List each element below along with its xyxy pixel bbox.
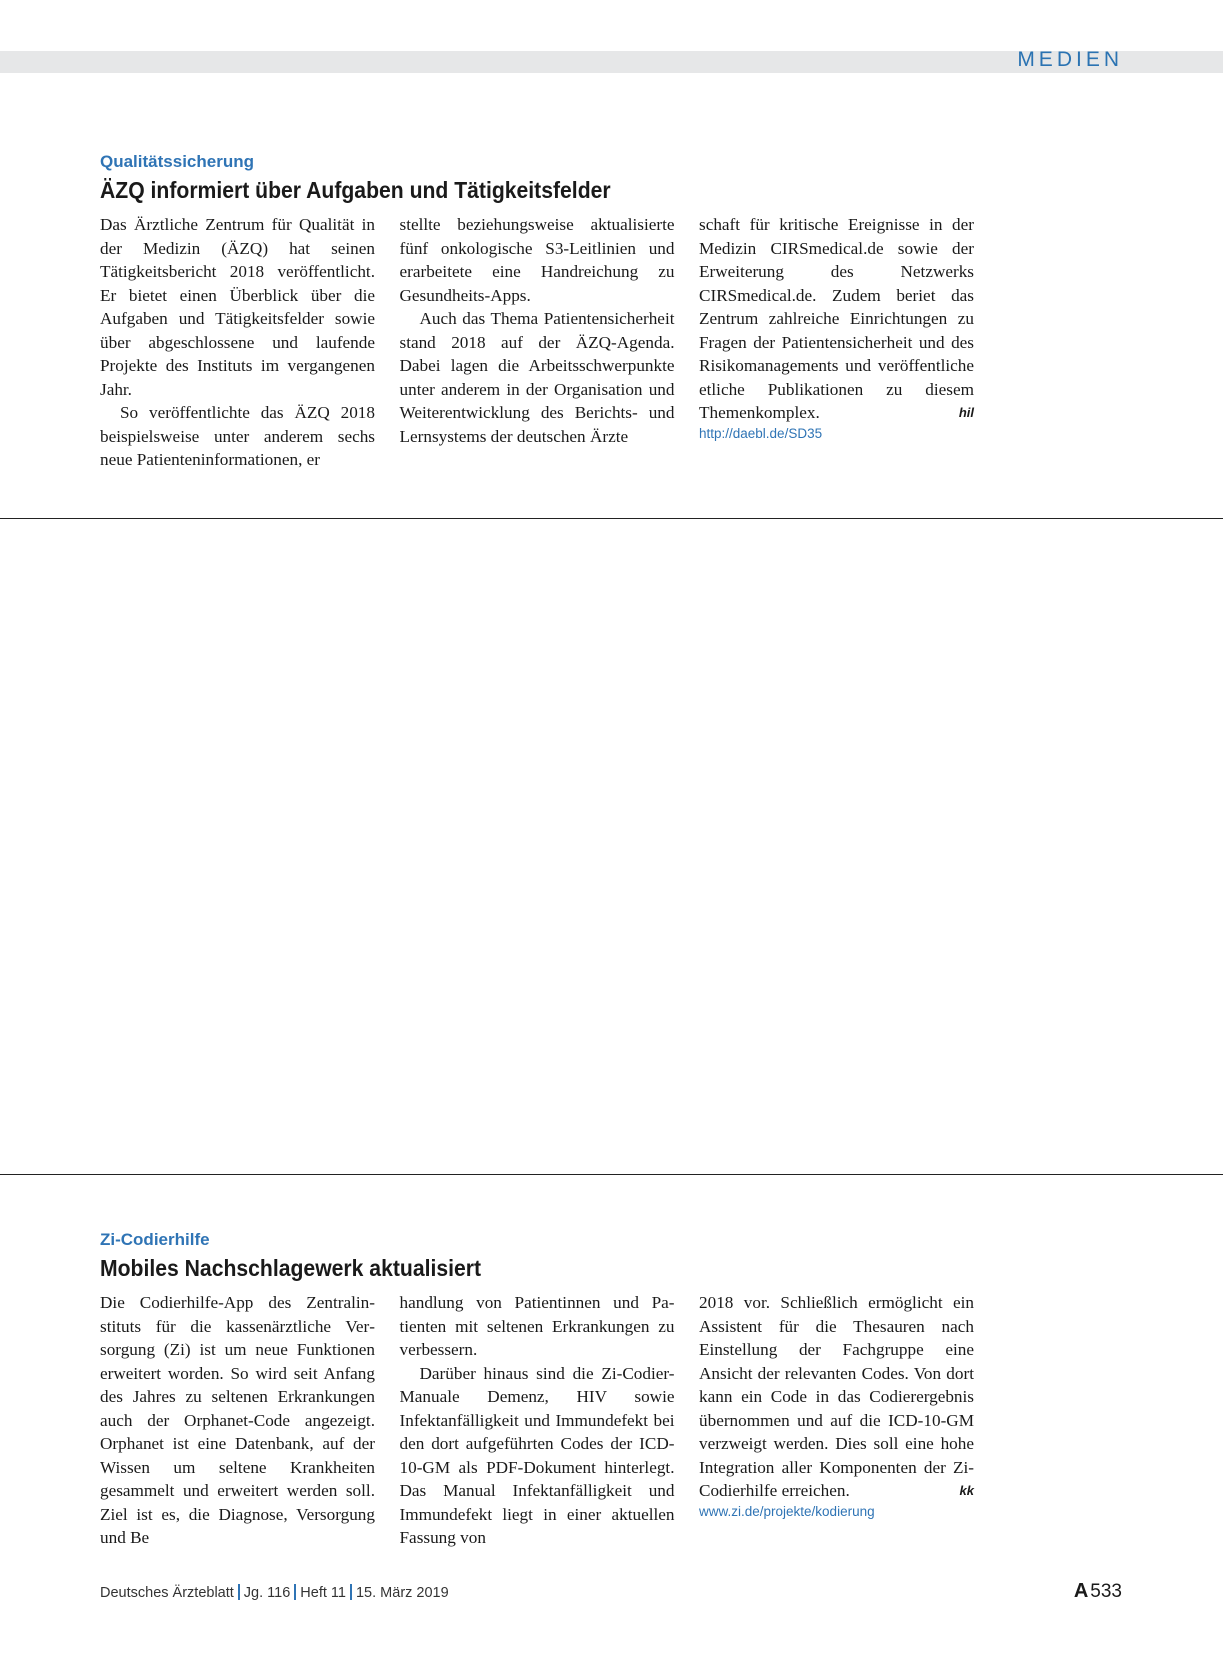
column-3: [699, 1291, 974, 1550]
paragraph: stellte beziehungsweise aktualisierte fünf onkologische S3-Leitlinien und erarbeitete eine Handreichung zu Gesundheits-Apps.: [399, 215, 675, 305]
page-footer: [100, 1584, 449, 1601]
article-headline: ÄZQ informiert über Aufgaben und Tätigkeitsfelder: [100, 177, 611, 203]
journal-date: 15. März 2019: [355, 1585, 449, 1601]
column-1: [100, 1291, 375, 1550]
article-kicker: Qualitätssicherung: [100, 152, 254, 171]
column-3: [699, 213, 974, 472]
article-azq: [100, 151, 974, 472]
paragraph: Die Codierhilfe-App des Zentralinstituts für die kassenärztliche Versorgung (Zi) ist um neue Funktionen erweitert worden. So wird seit Anfang des Jahres zu seltenen Erkrankungen auch der Orphanet-Code angezeigt. Orphanet ist eine Datenbank, auf der Wissen um seltene Krankheiten gesammelt und erweitert werden soll. Ziel ist es, die Diagnose, Versorgung und Be: [100, 1293, 375, 1547]
paragraph: Auch das Thema Patientensicherheit stand 2018 auf der ÄZQ-Agenda. Dabei lagen die Arbeitsschwerpunkte unter anderem in der Organisation und Weiterentwicklung des Berichts- und Lernsystems der deutschen Ärzte: [399, 309, 675, 446]
paragraph-text: schaft für kritische Ereignisse in der Medizin CIRSmedical.de sowie der Erweiterung des Netzwerks CIRSmedical.de. Zudem beriet das Zentrum zahlreiche Einrichtungen zu Fragen der Patientensicherheit und des Risikomanagements und veröffentliche etliche Publikationen zu diesem Themenkomplex.: [699, 215, 974, 422]
paragraph: [699, 213, 974, 425]
column-2: [400, 1291, 675, 1550]
article-link[interactable]: www.zi.de/projekte/kodierung: [699, 1503, 875, 1519]
article-zi-codierhilfe: [100, 1229, 974, 1550]
article-columns: [100, 213, 974, 472]
divider-bottom: [0, 1174, 1223, 1175]
article-link[interactable]: http://daebl.de/SD35: [699, 425, 823, 441]
journal-volume: Jg. 116: [243, 1585, 291, 1601]
paragraph: Das Ärztliche Zentrum für Qualität in der Medizin (ÄZQ) hat seinen Tätigkeitsbericht 2018 veröffentlicht. Er bietet einen Überblick über die Aufgaben und Tätigkeitsfelder sowie über abgeschlossene und laufende Projekte des Instituts im vergangenen Jahr.: [100, 215, 375, 399]
paragraph: Darüber hinaus sind die Zi-Codier-Manuale Demenz, HIV sowie Infektanfälligkeit und Immundefekt bei den dort aufgeführten Codes der ICD-10-GM als PDF-Dokument hinterlegt. Das Manual Infektanfälligkeit und Immundefekt liegt in einer aktuellen Fassung von: [399, 1363, 675, 1547]
column-2: [400, 213, 675, 472]
section-label: MEDIEN: [1017, 48, 1123, 71]
author-signature: hil: [958, 405, 974, 420]
divider-top: [0, 518, 1223, 519]
article-columns: [100, 1291, 974, 1550]
page-number: [1074, 1580, 1122, 1603]
author-signature: kk: [959, 1483, 974, 1498]
page-number-value: 533: [1090, 1581, 1122, 1602]
article-kicker: Zi-Codierhilfe: [100, 1230, 210, 1249]
page-prefix: A: [1073, 1580, 1089, 1602]
footer-separator: [294, 1584, 296, 1600]
paragraph: [699, 1291, 974, 1503]
paragraph-text: 2018 vor. Schließlich ermöglicht ein Assistent für die Thesauren nach Einstellung der Fachgruppe eine Ansicht der relevanten Codes. Von dort kann ein Code in das Codierergebnis übernommen und auf die ICD-10-GM verzweigt werden. Dies soll eine hohe Integration aller Komponenten der Zi-Codierhilfe erreichen.: [699, 1293, 974, 1500]
journal-issue: Heft 11: [300, 1585, 346, 1601]
footer-separator: [350, 1584, 352, 1600]
paragraph: So veröffentlichte das ÄZQ 2018 beispielsweise unter anderem sechs neue Patienteninformationen, er: [100, 403, 375, 469]
column-1: [100, 213, 375, 472]
journal-name: Deutsches Ärzteblatt: [100, 1585, 234, 1601]
paragraph: handlung von Patientinnen und Patienten mit seltenen Erkrankungen zu verbessern.: [399, 1293, 675, 1359]
footer-separator: [238, 1584, 240, 1600]
article-headline: Mobiles Nachschlagewerk aktualisiert: [100, 1255, 482, 1281]
